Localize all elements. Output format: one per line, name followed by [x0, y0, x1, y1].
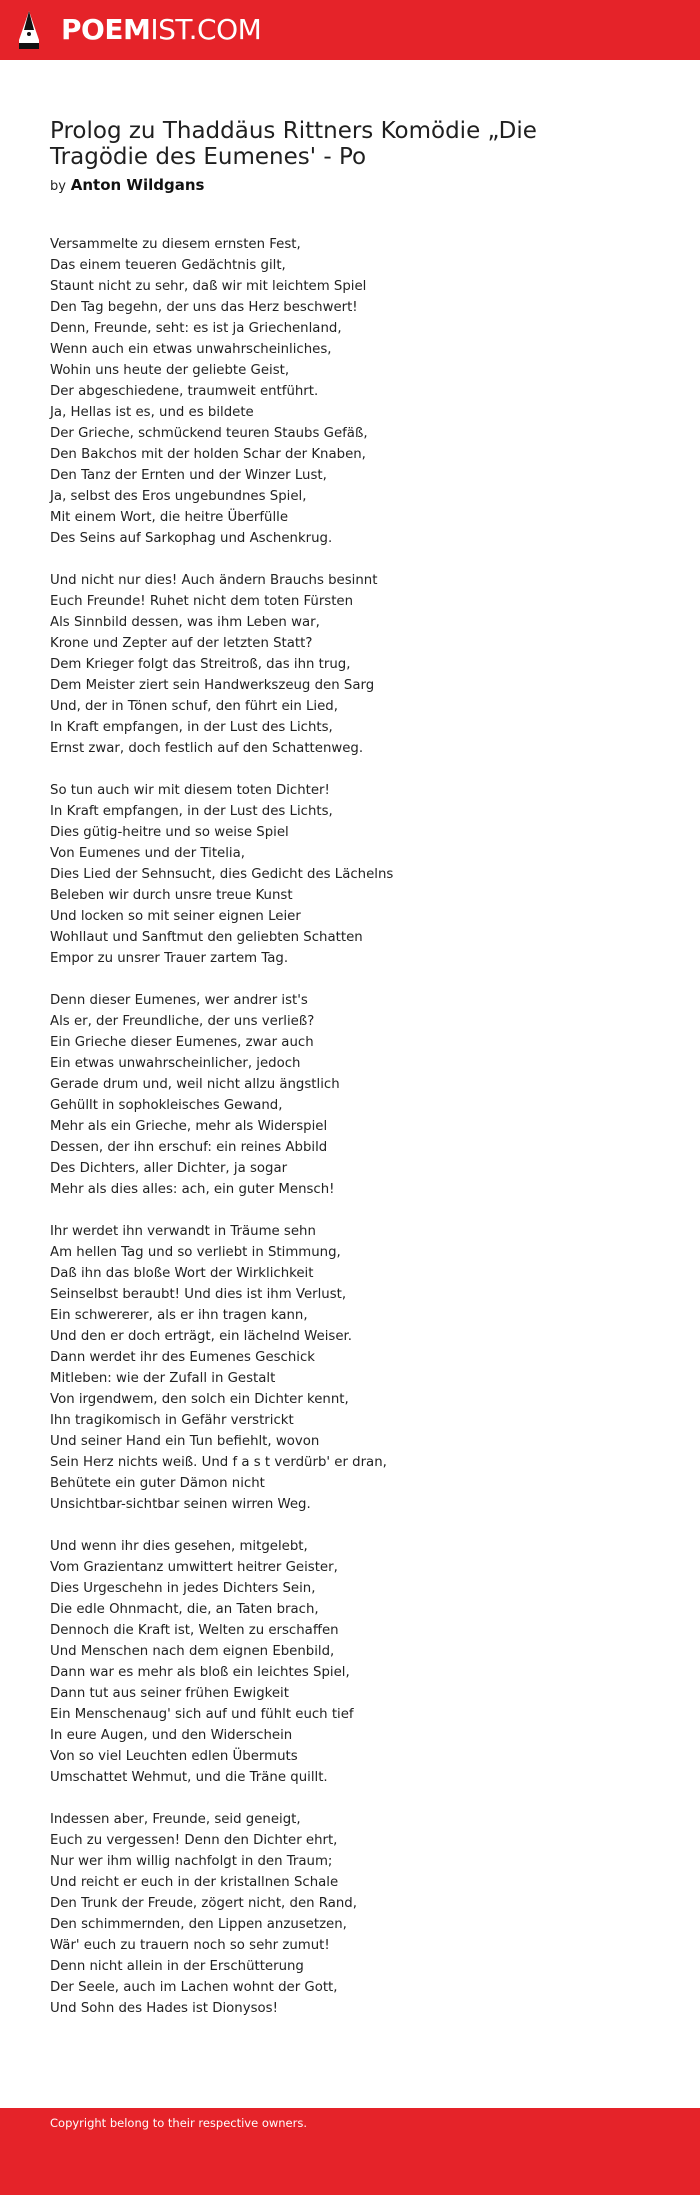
poem-line: Dies Lied der Sehnsucht, dies Gedicht des Lächelns [50, 867, 394, 882]
poem-line: Vom Grazientanz umwittert heitrer Geister, [50, 1560, 338, 1575]
site-header [0, 0, 700, 60]
poem-line: Staunt nicht zu sehr, daß wir mit leichtem Spiel [50, 279, 367, 294]
poem-line: Dennoch die Kraft ist, Welten zu erschaffen [50, 1623, 339, 1638]
poem-line: Von Eumenes und der Titelia, [50, 846, 245, 861]
poem-line: Und seiner Hand ein Tun befiehlt, wovon [50, 1434, 320, 1449]
poem-line: Dann tut aus seiner frühen Ewigkeit [50, 1686, 289, 1701]
poem-line: Empor zu unsrer Trauer zartem Tag. [50, 951, 289, 966]
poem-line: Von irgendwem, den solch ein Dichter kennt, [50, 1392, 349, 1407]
poem-line: Den Tag begehn, der uns das Herz beschwert! [50, 300, 358, 315]
poem-line: Beleben wir durch unsre treue Kunst [50, 888, 293, 903]
poem-line: Mit einem Wort, die heitre Überfülle [50, 510, 289, 525]
poem-line: Seinselbst beraubt! Und dies ist ihm Verlust, [50, 1287, 347, 1302]
poem-line: Und, der in Tönen schuf, den führt ein Lied, [50, 699, 338, 714]
poem-line: Und Menschen nach dem eignen Ebenbild, [50, 1644, 335, 1659]
poem-line: Den Tanz der Ernten und der Winzer Lust, [50, 468, 327, 483]
poem-line: Wohllaut und Sanftmut den geliebten Schatten [50, 930, 363, 945]
poem-line: Dann war es mehr als bloß ein leichtes Spiel, [50, 1665, 350, 1680]
poem-line: Wenn auch ein etwas unwahrscheinliches, [50, 342, 332, 357]
poem-line: Des Seins auf Sarkophag und Aschenkrug. [50, 531, 333, 546]
poem-line: Die edle Ohnmacht, die, an Taten brach, [50, 1602, 319, 1617]
poem-line: Denn, Freunde, seht: es ist ja Griechenland, [50, 321, 342, 336]
poem-line: Mehr als ein Grieche, mehr als Widerspiel [50, 1119, 328, 1134]
copyright-notice: Copyright belong to their respective owners. [50, 2116, 308, 2130]
poem-line: Gerade drum und, weil nicht allzu ängstlich [50, 1077, 340, 1092]
site-logo-link[interactable] [17, 10, 261, 50]
poem-line: Ein Menschenaug' sich auf und fühlt euch tief [50, 1707, 354, 1722]
poem-stanza [50, 234, 650, 549]
poem-stanza [50, 990, 650, 1200]
poem-line: In Kraft empfangen, in der Lust des Lichts, [50, 720, 333, 735]
poem-line: Dann werdet ihr des Eumenes Geschick [50, 1350, 315, 1365]
logo-text-strong: POEM [61, 13, 151, 46]
poem-line: Den Bakchos mit der holden Schar der Knaben, [50, 447, 366, 462]
poem-line: Ja, Hellas ist es, und es bildete [50, 405, 254, 420]
poem-line: Ernst zwar, doch festlich auf den Schattenweg. [50, 741, 364, 756]
poem-stanza [50, 1809, 650, 2019]
poem-line: Mehr als dies alles: ach, ein guter Mensch! [50, 1182, 335, 1197]
poem-line: Indessen aber, Freunde, seid geneigt, [50, 1812, 301, 1827]
poem-line: Unsichtbar-sichtbar seinen wirren Weg. [50, 1497, 311, 1512]
poem-line: So tun auch wir mit diesem toten Dichter! [50, 783, 330, 798]
poem-stanza [50, 570, 650, 759]
poem-line: Mitleben: wie der Zufall in Gestalt [50, 1371, 276, 1386]
poem-line: Wohin uns heute der geliebte Geist, [50, 363, 290, 378]
poem-line: Euch Freunde! Ruhet nicht dem toten Fürsten [50, 594, 354, 609]
poem-line: Ein Grieche dieser Eumenes, zwar auch [50, 1035, 314, 1050]
poem-line: Denn dieser Eumenes, wer andrer ist's [50, 993, 308, 1008]
poem-line: Und wenn ihr dies gesehen, mitgelebt, [50, 1539, 308, 1554]
poem-line: Denn nicht allein in der Erschütterung [50, 1959, 304, 1974]
poem-title: Prolog zu Thaddäus Rittners Komödie „Die Tragödie des Eumenes' - Po [50, 118, 537, 170]
poem-line: In Kraft empfangen, in der Lust des Lichts, [50, 804, 333, 819]
poem-line: Behütete ein guter Dämon nicht [50, 1476, 265, 1491]
poem-line: Der Seele, auch im Lachen wohnt der Gott, [50, 1980, 338, 1995]
poem-line: Und reicht er euch in der kristallnen Schale [50, 1875, 339, 1890]
poem-line: Umschattet Wehmut, und die Träne quillt. [50, 1770, 328, 1785]
poem-stanza [50, 1221, 650, 1515]
poem-line: Des Dichters, aller Dichter, ja sogar [50, 1161, 288, 1176]
site-footer [0, 2108, 700, 2195]
pen-nib-icon [17, 10, 41, 50]
poem-line: Sein Herz nichts weiß. Und f a s t verdürb' er dran, [50, 1455, 387, 1470]
poem-line: Den Trunk der Freude, zögert nicht, den Rand, [50, 1896, 357, 1911]
poem-line: Den schimmernden, den Lippen anzusetzen, [50, 1917, 347, 1932]
author-link[interactable]: Anton Wildgans [70, 176, 205, 194]
poem-line: Dessen, der ihn erschuf: ein reines Abbild [50, 1140, 328, 1155]
poem-line: Nur wer ihm willig nachfolgt in den Traum; [50, 1854, 333, 1869]
poem-line: Gehüllt in sophokleisches Gewand, [50, 1098, 283, 1113]
poem-line: In eure Augen, und den Widerschein [50, 1728, 293, 1743]
poem-line: Und Sohn des Hades ist Dionysos! [50, 2001, 278, 2016]
byline-label: by [50, 179, 66, 194]
poem-line: Als Sinnbild dessen, was ihm Leben war, [50, 615, 320, 630]
poem-line: Und locken so mit seiner eignen Leier [50, 909, 301, 924]
poem-line: Das einem teueren Gedächtnis gilt, [50, 258, 286, 273]
poem-line: Dies Urgeschehn in jedes Dichters Sein, [50, 1581, 316, 1596]
poem-body [50, 234, 650, 2019]
poem-line: Versammelte zu diesem ernsten Fest, [50, 237, 301, 252]
poem-line: Der abgeschiedene, traumweit entführt. [50, 384, 319, 399]
poem-line: Ihr werdet ihn verwandt in Träume sehn [50, 1224, 316, 1239]
site-logo-text [61, 13, 262, 46]
poem-line: Als er, der Freundliche, der uns verließ? [50, 1014, 315, 1029]
logo-text-light: IST.COM [150, 13, 262, 46]
poem-line: Dem Krieger folgt das Streitroß, das ihn trug, [50, 657, 351, 672]
poem-stanza [50, 780, 650, 969]
poem-line: Von so viel Leuchten edlen Übermuts [50, 1749, 298, 1764]
poem-line: Krone und Zepter auf der letzten Statt? [50, 636, 313, 651]
poem-line: Und den er doch erträgt, ein lächelnd Weiser. [50, 1329, 353, 1344]
poem-line: Daß ihn das bloße Wort der Wirklichkeit [50, 1266, 314, 1281]
byline [50, 176, 650, 194]
poem-stanza [50, 1536, 650, 1788]
poem-line: Ein etwas unwahrscheinlicher, jedoch [50, 1056, 301, 1071]
poem-line: Und nicht nur dies! Auch ändern Brauchs besinnt [50, 573, 378, 588]
main-content [0, 60, 700, 2108]
poem-line: Ein schwererer, als er ihn tragen kann, [50, 1308, 308, 1323]
poem-line: Dem Meister ziert sein Handwerkszeug den Sarg [50, 678, 375, 693]
poem-line: Wär' euch zu trauern noch so sehr zumut! [50, 1938, 330, 1953]
poem-line: Der Grieche, schmückend teuren Staubs Gefäß, [50, 426, 368, 441]
poem-line: Dies gütig-heitre und so weise Spiel [50, 825, 289, 840]
poem-line: Am hellen Tag und so verliebt in Stimmung, [50, 1245, 341, 1260]
poem-line: Ja, selbst des Eros ungebundnes Spiel, [50, 489, 307, 504]
poem-line: Ihn tragikomisch in Gefähr verstrickt [50, 1413, 294, 1428]
poem-line: Euch zu vergessen! Denn den Dichter ehrt, [50, 1833, 338, 1848]
